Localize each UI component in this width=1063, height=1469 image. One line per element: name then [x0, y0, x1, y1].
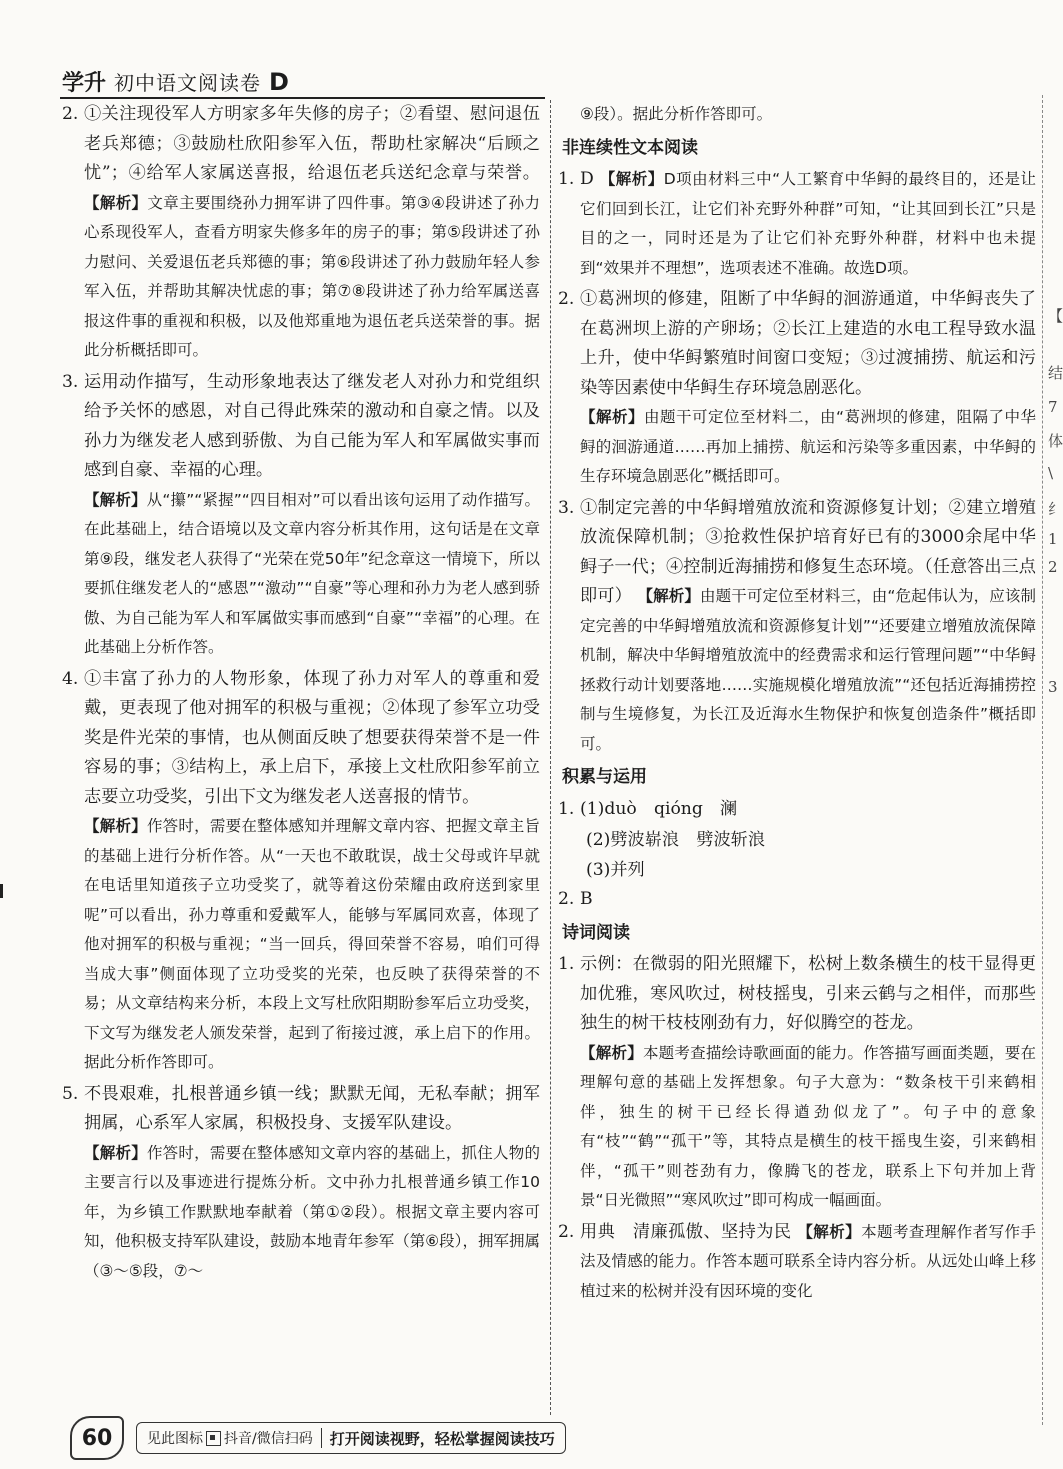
answer-3 [558, 494, 1036, 760]
analysis-tag: 【解析】 [580, 408, 644, 426]
page-header [62, 66, 289, 96]
scan-prompt: 见此图标 [147, 1431, 203, 1447]
analysis-tag: 【解析】 [797, 1222, 862, 1241]
question-number: 5. [62, 1083, 79, 1104]
question-number: 2. [62, 104, 79, 124]
continued-text: ⑨段）。据此分析作答即可。 [580, 105, 773, 123]
edge-glyph: 【 [1048, 307, 1063, 325]
scan-platforms: 抖音/微信扫码 [224, 1431, 313, 1447]
poem-answer-1 [558, 950, 1036, 1216]
edge-glyph: 7 [1048, 398, 1058, 416]
accumulation-1-part-2: (2)劈波崭浪 劈波斩浪 [586, 830, 766, 850]
answer-2 [558, 285, 1036, 492]
edge-glyph: 3 [1048, 678, 1058, 696]
analysis-tag: 【解析】 [84, 193, 148, 212]
accumulation-1-part-3: (3)并列 [586, 859, 645, 880]
margin-mark [0, 884, 3, 898]
analysis-tag: 【解析】 [637, 587, 700, 605]
answer-4 [62, 665, 540, 1078]
edge-glyph: 体 [1048, 432, 1063, 450]
answer-text: ①葛洲坝的修建，阻断了中华鲟的洄游通道，中华鲟丧失了在葛洲坝上游的产卵场；②长江上建造的水电工程导致水温上升，使中华鲟繁殖时间窗口变短；③过渡捕捞、航运和污染等因素使中华鲟生存环境急剧恶化。 [580, 289, 1036, 398]
analysis-text: 由题干可定位至材料二，由“葛洲坝的修建，阻隔了中华鲟的洄游通道……再加上捕捞、航运和污染等多重因素，中华鲟的生存环境急剧恶化”概括即可。 [580, 408, 1036, 485]
question-number: 2. [558, 289, 575, 309]
level-letter: D [269, 68, 289, 96]
analysis-text: 文章主要围绕孙力拥军讲了四件事。第③④段讲述了孙力心系现役军人，查看方明家失修多年的房子的事；第⑤段讲述了孙力慰问、关爱退伍老兵郑德的事；第⑥段讲述了孙力鼓励年轻人参军入伍，并帮助其解决忧虑的事；第⑦⑧段讲述了孙力给军属送喜报这件事的重视和积极，以及他郑重地为退伍老兵送荣誉的事。据此分析概括即可。 [84, 193, 540, 359]
question-number: 3. [62, 371, 79, 392]
answer-text: ①关注现役军人方明家多年失修的房子；②看望、慰问退伍老兵郑德；③鼓励杜欣阳参军入伍，帮助杜家解决“后顾之忧”；④给军人家属送喜报，给退伍老兵送纪念章与荣誉。 [84, 104, 540, 183]
answer-5 [62, 1080, 540, 1287]
analysis-tag: 【解析】 [84, 817, 147, 835]
analysis-tag: 【解析】 [599, 170, 664, 188]
answer-2 [62, 100, 540, 366]
analysis-tag: 【解析】 [84, 1143, 147, 1162]
analysis-text: 作答时，需要在整体感知文章内容的基础上，抓住人物的主要言行以及事迹进行提炼分析。文中孙力扎根普通乡镇工作10年，为乡镇工作默默地奉献着（第①②段）。根据文章主要内容可知，他积极支持军队建设，鼓励本地青年参军（第⑥段），拥军拥属（③～⑤段，⑦～ [84, 1143, 540, 1280]
edge-glyph: 1 [1048, 530, 1058, 548]
answer-text: 不畏艰难，扎根普通乡镇一线；默默无闻，无私奉献；拥军拥属，心系军人家属，积极投身、支援军队建设。 [84, 1083, 540, 1133]
accumulation-1 [558, 795, 1036, 825]
answer-1 [558, 165, 1036, 283]
answer-text: 示例：在微弱的阳光照耀下，松树上数条横生的枝干显得更加优雅，寒风吹过，树枝摇曳，引来云鹤与之相伴，而那些独生的树干枝枝刚劲有力，好似腾空的苍龙。 [580, 954, 1036, 1033]
column-divider [550, 100, 551, 1415]
footer-banner [136, 1422, 566, 1454]
analysis-text: 本题考查理解作者写作手法及情感的能力。作答本题可联系全诗内容分析。从远处山峰上移植过来的松树并没有因环境的变化 [580, 1222, 1036, 1300]
series-title: 初中语文阅读卷 [114, 71, 262, 95]
analysis-text: 由题干可定位至材料三，由“危起伟认为，应该制定完善的中华鲟增殖放流和资源修复计划”“还要建立增殖放流保障机制，解决中华鲟增殖放流中的经费需求和运行管理问题”“中华鲟拯救行动计划要落地……实施规模化增殖放流”“还包括近海捕捞控制与生境修复，为长江及近海水生物保护和恢复创造条件”概括即可。 [580, 587, 1036, 753]
answer-text: D [580, 169, 594, 189]
question-number: 1. [558, 169, 575, 189]
section-heading: 诗词阅读 [562, 922, 630, 943]
analysis-text: 从“攥”“紧握”“四目相对”可以看出该句运用了动作描写。在此基础上，结合语境以及文章内容分析其作用，这句话是在文章第⑨段，继发老人获得了“光荣在党50年”纪念章这一情境下，所以要抓住继发老人的“感恩”“激动”“自豪”等心理和孙力为老人感到骄傲、为自己能为军人和军属做实事而感到“自豪”“幸福”的心理。在此基础上分析作答。 [84, 490, 540, 656]
answer-3 [62, 368, 540, 663]
analysis-tag: 【解析】 [84, 490, 147, 509]
page-footer [70, 1416, 566, 1460]
answer-text: (1)duò qióng 澜 [580, 798, 738, 819]
answer-text: ①丰富了孙力的人物形象，体现了孙力对军人的尊重和爱戴，更表现了他对拥军的积极与重视；②体现了参军立功受奖是件光荣的事情，也从侧面反映了想要获得荣誉不是一件容易的事；③结构上，承上启下，承接上文杜欣阳参军前立志要立功受奖，引出下文为继发老人送喜报的情节。 [84, 668, 540, 807]
accumulation-2 [558, 885, 1036, 915]
question-number: 2. [558, 1221, 575, 1242]
question-number: 4. [62, 668, 79, 689]
answer-text: 运用动作描写，生动形象地表达了继发老人对孙力和党组织给予关怀的感恩，对自己得此殊荣的激动和自豪之情。以及孙力为继发老人感到骄傲、为自己能为军人和军属做实事而感到自豪、幸福的心理。 [84, 371, 540, 480]
brand-name: 学升 [62, 71, 107, 96]
header-rule [60, 97, 545, 99]
page-number: 60 [70, 1416, 124, 1460]
edge-glyph: \ [1048, 464, 1054, 482]
left-column [62, 100, 540, 1415]
edge-glyph: 纟 [1048, 500, 1063, 518]
edge-glyph: 2 [1048, 558, 1058, 576]
page-edge-divider [1042, 95, 1043, 1425]
qr-scan-icon [206, 1431, 221, 1446]
analysis-text: 作答时，需要在整体感知并理解文章内容、把握文章主旨的基础上进行分析作答。从“一天也不敢耽误，战士父母或许早就在电话里知道孩子立功受奖了，就等着这份荣耀由政府送到家里呢”可以看出，孙力尊重和爱戴军人，能够与军属同欢喜，体现了他对拥军的积极与重视；“当一回兵，得回荣誉不容易，咱们可得当成大事”侧面体现了立功受奖的光荣，也反映了获得荣誉的不易；从文章结构来分析，本段上文写杜欣阳期盼参军后立功受奖，下文写为继发老人颁发荣誉，起到了衔接过渡，承上启下的作用。据此分析作答即可。 [84, 817, 540, 1071]
answer-text: ①制定完善的中华鲟增殖放流和资源修复计划；②建立增殖放流保障机制；③抢救性保护培育好已有的3000余尾中华鲟子一代；④控制近海捕捞和修复生态环境。（任意答出三点即可） [580, 497, 1036, 606]
analysis-text: 本题考查描绘诗歌画面的能力。作答描写画面类题，要在理解句意的基础上发挥想象。句子大意为：“数条枝干引来鹤相伴，独生的树干已经长得遒劲似龙了”。句子中的意象有“枝”“鹤”“孤干”等，其特点是横生的枝干摇曳生姿，引来鹤相伴，“孤干”则苍劲有力，像腾飞的苍龙，联系上下句并加上背景“日光微照”“寒风吹过”即可构成一幅画面。 [580, 1043, 1036, 1209]
section-heading: 积累与运用 [562, 767, 647, 787]
question-number: 1. [558, 954, 575, 974]
edge-glyph: 结 [1048, 364, 1063, 382]
right-column [558, 100, 1036, 1415]
question-number: 3. [558, 497, 575, 518]
poem-answer-2 [558, 1218, 1036, 1307]
section-heading: 非连续性文本阅读 [562, 137, 698, 158]
answer-text: 用典 清廉孤傲、坚持为民 [580, 1221, 792, 1242]
analysis-tag: 【解析】 [580, 1043, 643, 1062]
footer-slogan: 打开阅读视野，轻松掌握阅读技巧 [329, 1429, 555, 1448]
footer-separator [321, 1428, 322, 1448]
question-number: 1. [558, 798, 575, 819]
answer-text: B [580, 889, 593, 909]
question-number: 2. [558, 889, 575, 909]
analysis-text: D项由材料三中“人工繁育中华鲟的最终目的，还是让它们回到长江，让它们补充野外种群”可知，“让其回到长江”只是目的之一，同时还是为了让它们补充野外种群，材料中也未提到“效果并不理想”，选项表述不准确。故选D项。 [580, 170, 1036, 277]
